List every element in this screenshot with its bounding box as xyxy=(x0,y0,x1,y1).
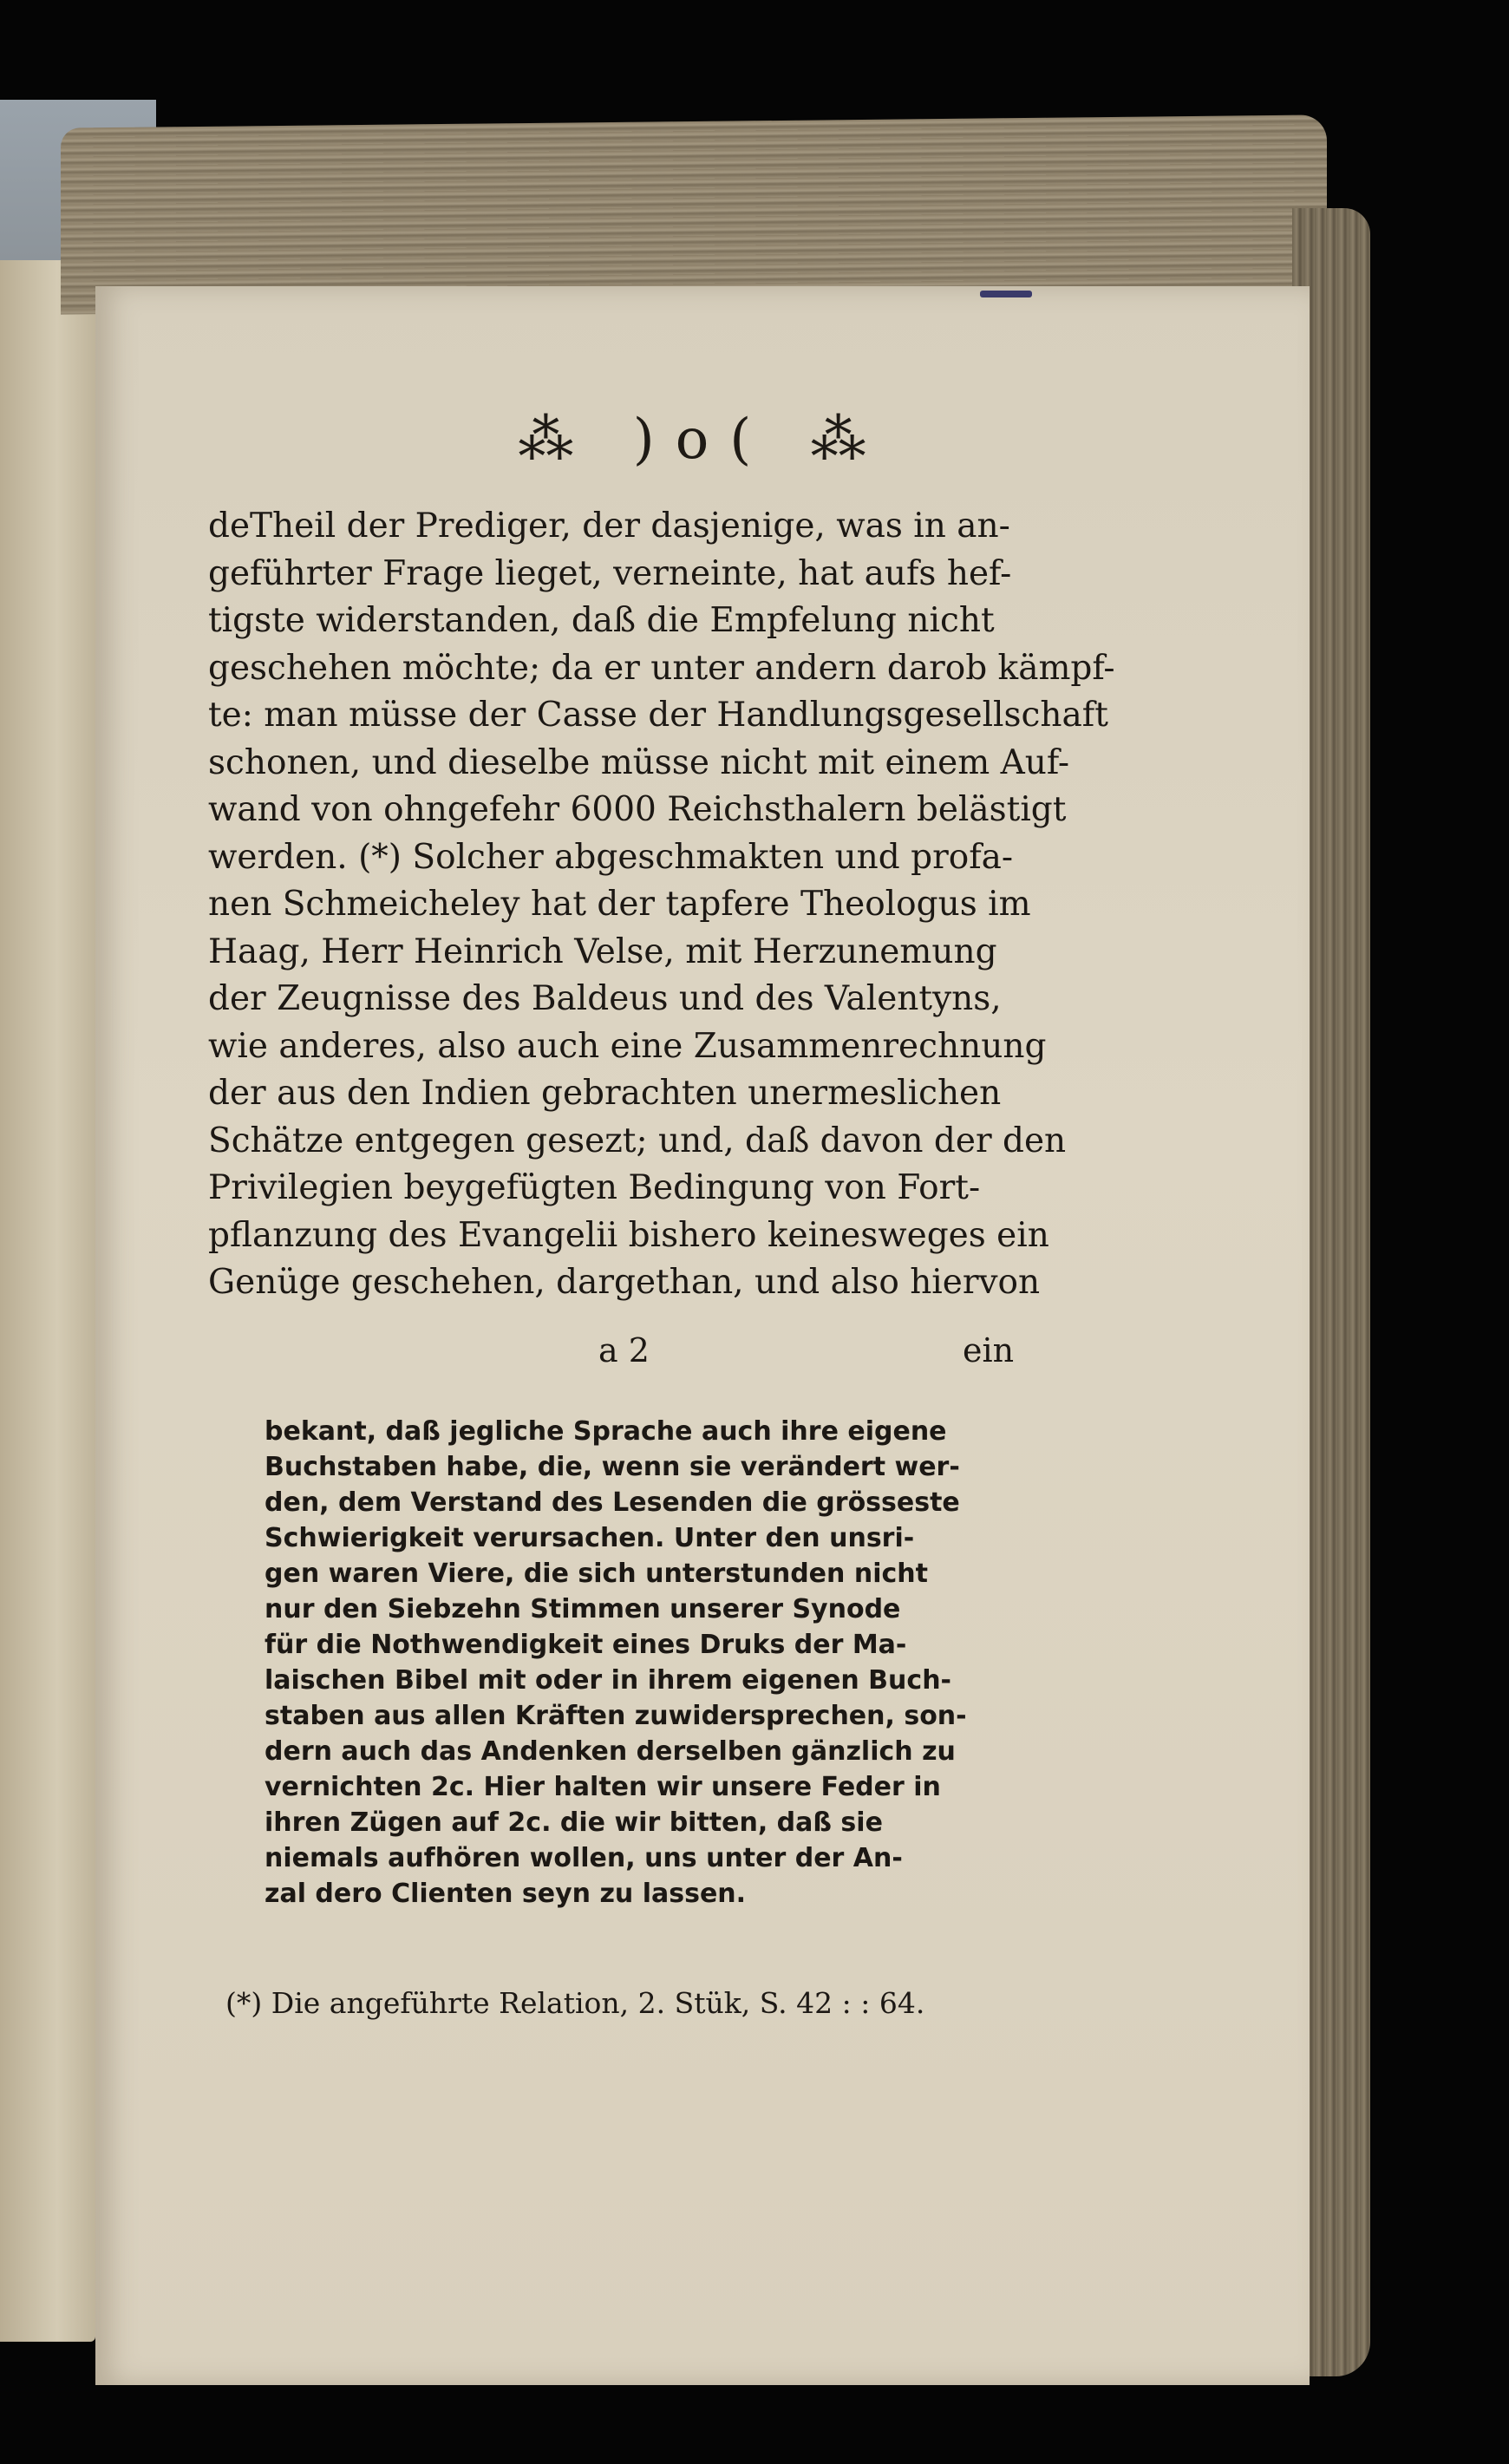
text-line: nen Schmeicheley hat der tapfere Theologus im xyxy=(208,885,1031,924)
text-line: tigste widerstanden, daß die Empfelung nicht xyxy=(208,601,995,640)
text-line: wand von ohngefehr 6000 Reichsthalern belästigt xyxy=(208,790,1067,829)
footnote-line: bekant, daß jegliche Sprache auch ihre eigene xyxy=(265,1416,947,1447)
footnote-line: dern auch das Andenken derselben gänzlich zu xyxy=(265,1736,956,1767)
footnote-citation: (*) Die angeführte Relation, 2. Stük, S. 42 : : 64. xyxy=(225,1986,925,2020)
text-line: Privilegien beygefügten Bedingung von Fort- xyxy=(208,1168,981,1207)
facing-page-sliver xyxy=(0,260,95,2342)
ink-mark xyxy=(980,291,1032,297)
footnote-line: für die Nothwendigkeit eines Druks der Ma- xyxy=(265,1630,907,1660)
text-line: wie anderes, also auch eine Zusammenrechnung xyxy=(208,1026,1047,1066)
signature-mark: a 2 xyxy=(598,1331,650,1369)
text-line: geführter Frage lieget, verneinte, hat aufs hef- xyxy=(208,553,1012,593)
footnote-line: laischen Bibel mit oder in ihrem eigenen Buch- xyxy=(265,1665,951,1696)
footnote-line: Schwierigkeit verursachen. Unter den unsri- xyxy=(265,1523,915,1553)
page-block-top-edge xyxy=(61,114,1327,314)
text-line: deTheil der Prediger, der dasjenige, was in an- xyxy=(208,507,1010,546)
text-line: pflanzung des Evangelii bishero keinesweges ein xyxy=(208,1215,1049,1255)
text-line: der aus den Indien gebrachten unermeslichen xyxy=(208,1074,1002,1113)
footnote-line: nur den Siebzehn Stimmen unserer Synode xyxy=(265,1594,901,1624)
footnote-block xyxy=(265,1414,1045,1912)
text-line: geschehen möchte; da er unter andern darob kämpf- xyxy=(208,648,1115,688)
footnote-line: staben aus allen Kräften zuwidersprechen, son- xyxy=(265,1701,967,1731)
footnote-line: den, dem Verstand des Lesenden die grösseste xyxy=(265,1487,960,1518)
page-ornament: ⁂ )o( ⁂ xyxy=(518,408,887,472)
catchword: ein xyxy=(963,1331,1015,1369)
main-text-block xyxy=(208,503,1136,1307)
footnote-line: ihren Zügen auf 2c. die wir bitten, daß sie xyxy=(265,1807,883,1838)
text-line: schonen, und dieselbe müsse nicht mit einem Auf- xyxy=(208,742,1070,782)
text-line: Haag, Herr Heinrich Velse, mit Herzunemung xyxy=(208,931,997,971)
text-line: werden. (*) Solcher abgeschmakten und profa- xyxy=(208,837,1014,877)
text-line: Genüge geschehen, dargethan, und also hiervon xyxy=(208,1263,1041,1302)
footnote-line: gen waren Viere, die sich unterstunden nicht xyxy=(265,1559,928,1589)
footnote-line: vernichten 2c. Hier halten wir unsere Feder in xyxy=(265,1772,941,1802)
book-page xyxy=(95,286,1310,2385)
footnote-line: niemals aufhören wollen, uns unter der An- xyxy=(265,1843,903,1873)
footnote-line: zal dero Clienten seyn zu lassen. xyxy=(265,1879,747,1909)
text-line: te: man müsse der Casse der Handlungsgesellschaft xyxy=(208,696,1108,735)
text-line: Schätze entgegen gesezt; und, daß davon der den xyxy=(208,1121,1067,1160)
footnote-line: Buchstaben habe, die, wenn sie verändert wer- xyxy=(265,1452,960,1482)
text-line: der Zeugnisse des Baldeus und des Valentyns, xyxy=(208,979,1002,1018)
